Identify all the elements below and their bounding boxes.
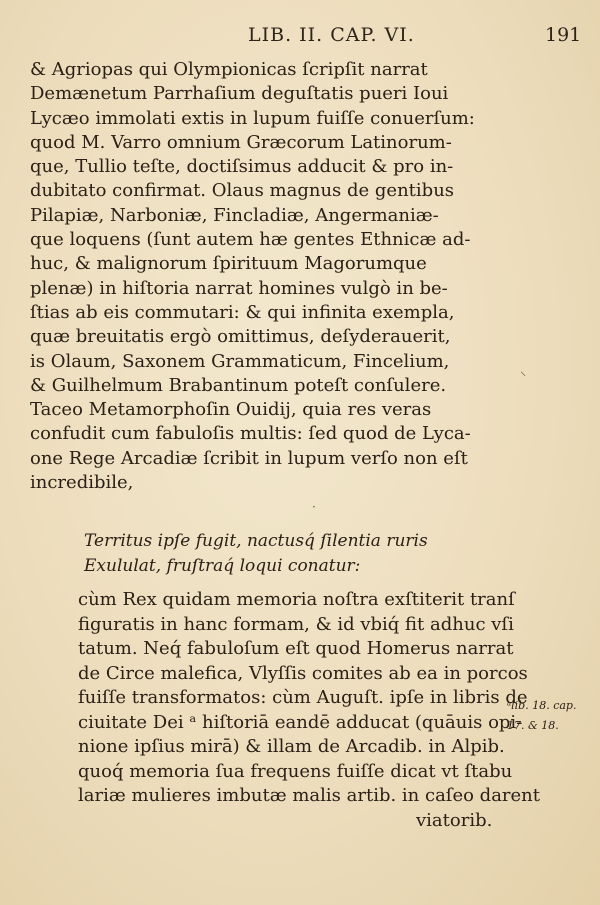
text-line: Demænetum Parrhaſium deguſtatis pueri Ioui [30,83,449,105]
text-line: fuiſſe transformatos: cùm Auguſt. ipſe in libris de [78,687,528,708]
text-line: is Olaum, Saxonem Grammaticum, Fincelium, [30,350,450,372]
text-line: quod M. Varro omnium Græcorum Latinorum- [30,131,452,153]
text-line: que, Tullio teſte, doctiſsimus adducit & pro in- [30,156,454,178]
text-line: incredibile, [30,472,134,494]
ink-speck: · [312,500,316,514]
running-head: LIB. II. CAP. VI. [248,24,415,46]
text-line: de Circe malefica, Vlyſſis comites ab ea in porcos [78,662,528,684]
text-line: one Rege Arcadiæ ſcribit in lupum verſo non eſt [30,447,468,469]
margin-tick-mark: ⸜ [520,364,527,378]
marginal-citation [507,696,587,736]
verse-line: Exululat, fruſtraq́ loqui conatur: [84,556,361,576]
text-line: Taceo Metamorphoſin Ouidij, quia res veras [30,399,432,421]
text-line: huc, & malignorum ſpirituum Magorumque [30,253,427,275]
text-line: que loquens (ſunt autem hæ gentes Ethnicæ ad- [30,229,471,251]
verse-quotation [84,529,504,579]
text-line: & Agriopas qui Olympionicas ſcripſit narrat [30,59,428,80]
text-line-final: viatorib. [416,809,493,831]
text-line: ciuitate Dei ᵃ hiſtoriā eandē adducat (quāuis opi- [78,711,523,733]
text-line: ſtias ab eis commutari: & qui infinita exempla, [30,301,455,323]
text-line: dubitato confirmat. Olaus magnus de gentibus [30,180,455,202]
text-line: Lycæo immolati extis in lupum fuiſſe conuerſum: [30,107,475,129]
marginal-note-line: 17. & 18. [507,719,559,732]
marginal-note-line: ᵃlib. 18. cap. [507,699,577,712]
text-line: confudit cum fabuloſis multis: ſed quod de Lyca- [30,423,471,445]
text-line: lariæ mulieres imbutæ malis artib. in caſeo darent [78,785,541,806]
text-line: quæ breuitatis ergò omittimus, deſyderauerit, [30,326,451,348]
text-line: figuratis in hanc formam, & id vbiq́ fit adhuc vſi [78,613,514,635]
verse-line: Territus ipſe fugit, nactusq́ ſilentia ruris [84,531,428,551]
page-number: 191 [545,24,582,46]
text-line: & Guilhelmum Brabantinum poteſt conſulere. [30,374,447,396]
text-line: nione ipſius mirā) & illam de Arcadib. in Alpib. [78,736,505,757]
text-line: Pilapiæ, Narboniæ, Fincladiæ, Angermaniæ- [30,204,439,226]
main-paragraph [30,58,500,495]
text-line: cùm Rex quidam memoria noſtra exſtiterit tranſ [78,589,515,610]
text-line: plenæ) in hiſtoria narrat homines vulgò in be- [30,277,448,299]
text-line: tatum. Neq́ fabuloſum eſt quod Homerus narrat [78,638,514,659]
text-line: quoq́ memoria ſua frequens fuiſſe dicat vt ſtabu [78,760,513,782]
page-header [0,24,600,54]
